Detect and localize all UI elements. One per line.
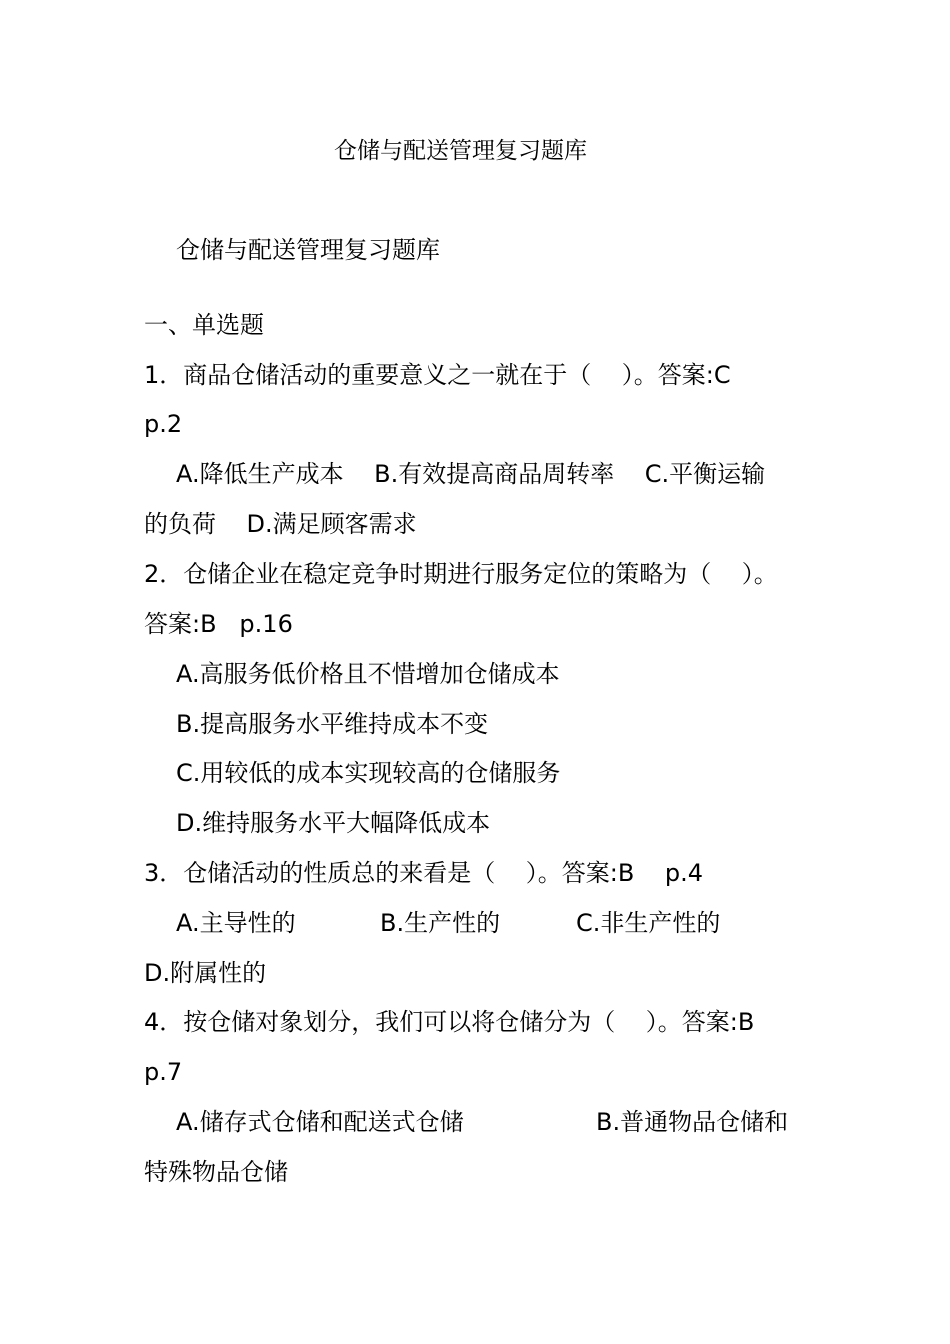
question-3-stem: 3．仓储活动的性质总的来看是（ ）。答案:B p.4	[144, 859, 703, 887]
question-2-option-d: D.维持服务水平大幅降低成本	[176, 809, 491, 837]
question-2-option-a: A.高服务低价格且不惜增加仓储成本	[176, 660, 560, 688]
question-2-stem: 2．仓储企业在稳定竞争时期进行服务定位的策略为（ ）。	[144, 560, 778, 588]
document-heading: 仓储与配送管理复习题库	[176, 236, 440, 264]
question-3-option-c: C.非生产性的	[576, 909, 721, 937]
question-4-stem: 4．按仓储对象划分，我们可以将仓储分为（ ）。答案:B	[144, 1008, 755, 1036]
section-heading: 一、单选题	[144, 311, 264, 339]
question-4-option-a: A.储存式仓储和配送式仓储	[176, 1108, 464, 1136]
question-3-option-a: A.主导性的	[176, 909, 296, 937]
question-4-page: p.7	[144, 1058, 183, 1086]
question-1-options-line1: A.降低生产成本 B.有效提高商品周转率 C.平衡运输	[176, 460, 766, 488]
question-4-option-b-line2: 特殊物品仓储	[144, 1158, 288, 1186]
question-4-option-b-line1: B.普通物品仓储和	[596, 1108, 789, 1136]
page-title: 仓储与配送管理复习题库	[334, 138, 587, 164]
question-1-options-line2: 的负荷 D.满足顾客需求	[144, 510, 417, 538]
question-1-stem: 1．商品仓储活动的重要意义之一就在于（ ）。答案:C	[144, 361, 731, 389]
question-2-answer: 答案:B p.16	[144, 610, 293, 638]
question-3-option-b: B.生产性的	[380, 909, 501, 937]
question-3-option-d: D.附属性的	[144, 959, 267, 987]
question-2-option-c: C.用较低的成本实现较高的仓储服务	[176, 759, 561, 787]
question-1-page: p.2	[144, 410, 183, 438]
question-2-option-b: B.提高服务水平维持成本不变	[176, 710, 489, 738]
